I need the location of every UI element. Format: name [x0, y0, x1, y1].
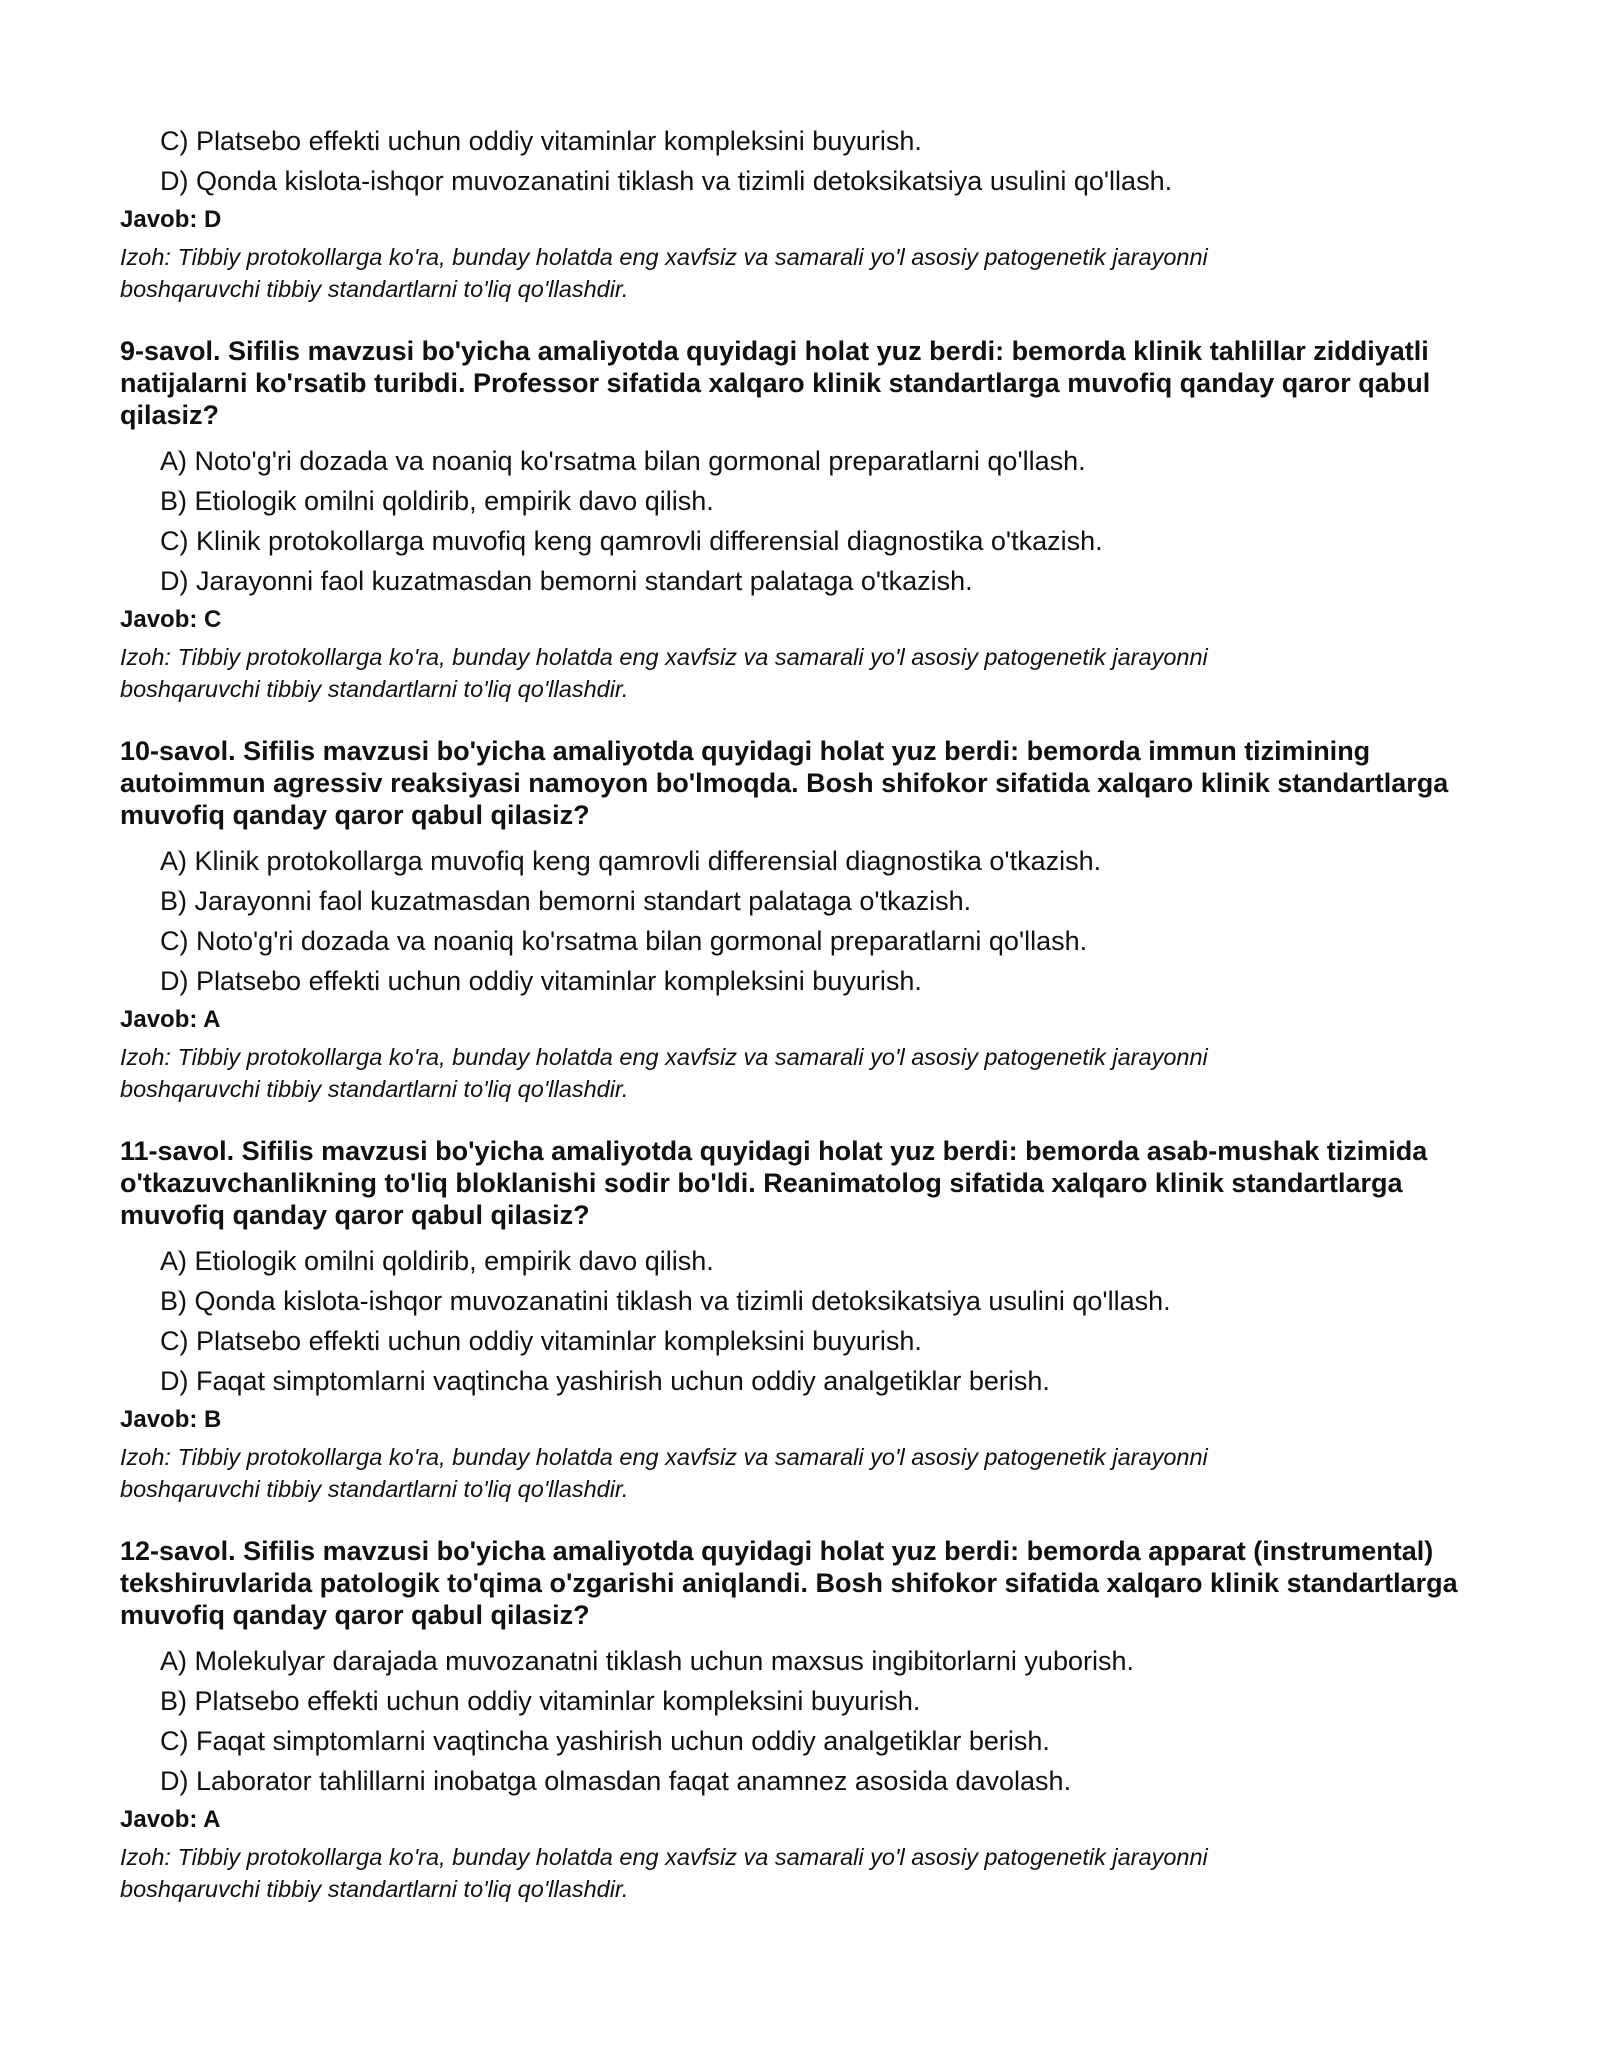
document-page [120, 0, 1500, 1905]
answer-label: Javob: A [120, 1006, 221, 1033]
option-d: D) Laborator tahlillarni inobatga olmasdan faqat anamnez asosida davolash. [160, 1766, 1072, 1796]
question-title: 11-savol. Sifilis mavzusi bo'yicha amaliyotda quyidagi holat yuz berdi: bemorda asab-mushak tizimida o'tkazuvchanlikning to'liq bloklanishi sodir bo'ldi. Reanimatolog sifatida xalqaro klinik standartlarga muvofiq qanday qaror qabul qilasiz? [120, 1136, 1428, 1230]
option-b: B) Etiologik omilni qoldirib, empirik davo qilish. [160, 486, 714, 516]
explanation-note [120, 241, 1500, 305]
explanation-note [120, 1441, 1500, 1505]
option-d: D) Platsebo effekti uchun oddiy vitaminlar kompleksini buyurish. [160, 966, 922, 996]
answer-label: Javob: A [120, 1806, 221, 1833]
explanation-line-2: boshqaruvchi tibbiy standartlarni to'liq qo'llashdir. [120, 1476, 629, 1502]
explanation-line-2: boshqaruvchi tibbiy standartlarni to'liq qo'llashdir. [120, 1076, 629, 1102]
question-title: 9-savol. Sifilis mavzusi bo'yicha amaliyotda quyidagi holat yuz berdi: bemorda klinik tahlillar ziddiyatli natijalarni ko'rsatib turibdi. Professor sifatida xalqaro klinik standartlarga muvofiq qanday qaror qabul qilasiz? [120, 336, 1431, 430]
option-b: B) Platsebo effekti uchun oddiy vitaminlar kompleksini buyurish. [160, 1686, 921, 1716]
options-list [120, 441, 1500, 601]
option-d: D) Faqat simptomlarni vaqtincha yashirish uchun oddiy analgetiklar berish. [160, 1366, 1050, 1396]
option-c: C) Platsebo effekti uchun oddiy vitaminlar kompleksini buyurish. [160, 1326, 922, 1356]
explanation-line-1: Izoh: Tibbiy protokollarga ko'ra, bunday holatda eng xavfsiz va samarali yo'l asosiy patogenetik jarayonni [120, 244, 1208, 270]
explanation-line-1: Izoh: Tibbiy protokollarga ko'ra, bunday holatda eng xavfsiz va samarali yo'l asosiy patogenetik jarayonni [120, 644, 1208, 670]
explanation-note [120, 1041, 1500, 1105]
option-c: C) Platsebo effekti uchun oddiy vitaminlar kompleksini buyurish. [160, 126, 922, 156]
option-c: C) Klinik protokollarga muvofiq keng qamrovli differensial diagnostika o'tkazish. [160, 526, 1103, 556]
answer-label: Javob: D [120, 206, 222, 233]
option-d: D) Jarayonni faol kuzatmasdan bemorni standart palataga o'tkazish. [160, 566, 973, 596]
explanation-note [120, 1841, 1500, 1905]
previous-question-tail [120, 0, 1500, 305]
question-title: 10-savol. Sifilis mavzusi bo'yicha amaliyotda quyidagi holat yuz berdi: bemorda immun tizimining autoimmun agressiv reaksiyasi namoyon bo'lmoqda. Bosh shifokor sifatida xalqaro klinik standartlarga muvofiq qanday qaror qabul qilasiz? [120, 736, 1449, 830]
option-b: B) Jarayonni faol kuzatmasdan bemorni standart palataga o'tkazish. [160, 886, 972, 916]
option-c: C) Noto'g'ri dozada va noaniq ko'rsatma bilan gormonal preparatlarni qo'llash. [160, 926, 1088, 956]
option-a: A) Klinik protokollarga muvofiq keng qamrovli differensial diagnostika o'tkazish. [160, 846, 1102, 876]
question-11 [120, 1135, 1500, 1505]
option-c: C) Faqat simptomlarni vaqtincha yashirish uchun oddiy analgetiklar berish. [160, 1726, 1050, 1756]
option-b: B) Qonda kislota-ishqor muvozanatini tiklash va tizimli detoksikatsiya usulini qo'llash. [160, 1286, 1171, 1316]
options-list [120, 1241, 1500, 1401]
option-a: A) Molekulyar darajada muvozanatni tiklash uchun maxsus ingibitorlarni yuborish. [160, 1646, 1134, 1676]
question-title: 12-savol. Sifilis mavzusi bo'yicha amaliyotda quyidagi holat yuz berdi: bemorda apparat (instrumental) tekshiruvlarida patologik to'qima o'zgarishi aniqlandi. Bosh shifokor sifatida xalqaro klinik standartlarga muvofiq qanday qaror qabul qilasiz? [120, 1536, 1458, 1630]
explanation-line-2: boshqaruvchi tibbiy standartlarni to'liq qo'llashdir. [120, 676, 629, 702]
option-d: D) Qonda kislota-ishqor muvozanatini tiklash va tizimli detoksikatsiya usulini qo'llash. [160, 166, 1173, 196]
explanation-note [120, 641, 1500, 705]
explanation-line-1: Izoh: Tibbiy protokollarga ko'ra, bunday holatda eng xavfsiz va samarali yo'l asosiy patogenetik jarayonni [120, 1044, 1208, 1070]
answer-label: Javob: B [120, 1406, 222, 1433]
explanation-line-1: Izoh: Tibbiy protokollarga ko'ra, bunday holatda eng xavfsiz va samarali yo'l asosiy patogenetik jarayonni [120, 1444, 1208, 1470]
options-list [120, 1641, 1500, 1801]
options-list [120, 121, 1500, 201]
explanation-line-2: boshqaruvchi tibbiy standartlarni to'liq qo'llashdir. [120, 1876, 629, 1902]
explanation-line-1: Izoh: Tibbiy protokollarga ko'ra, bunday holatda eng xavfsiz va samarali yo'l asosiy patogenetik jarayonni [120, 1844, 1208, 1870]
question-12 [120, 1535, 1500, 1905]
question-10 [120, 735, 1500, 1105]
options-list [120, 841, 1500, 1001]
explanation-line-2: boshqaruvchi tibbiy standartlarni to'liq qo'llashdir. [120, 276, 629, 302]
question-9 [120, 335, 1500, 705]
answer-label: Javob: C [120, 606, 222, 633]
option-a: A) Noto'g'ri dozada va noaniq ko'rsatma bilan gormonal preparatlarni qo'llash. [160, 446, 1086, 476]
option-a: A) Etiologik omilni qoldirib, empirik davo qilish. [160, 1246, 714, 1276]
